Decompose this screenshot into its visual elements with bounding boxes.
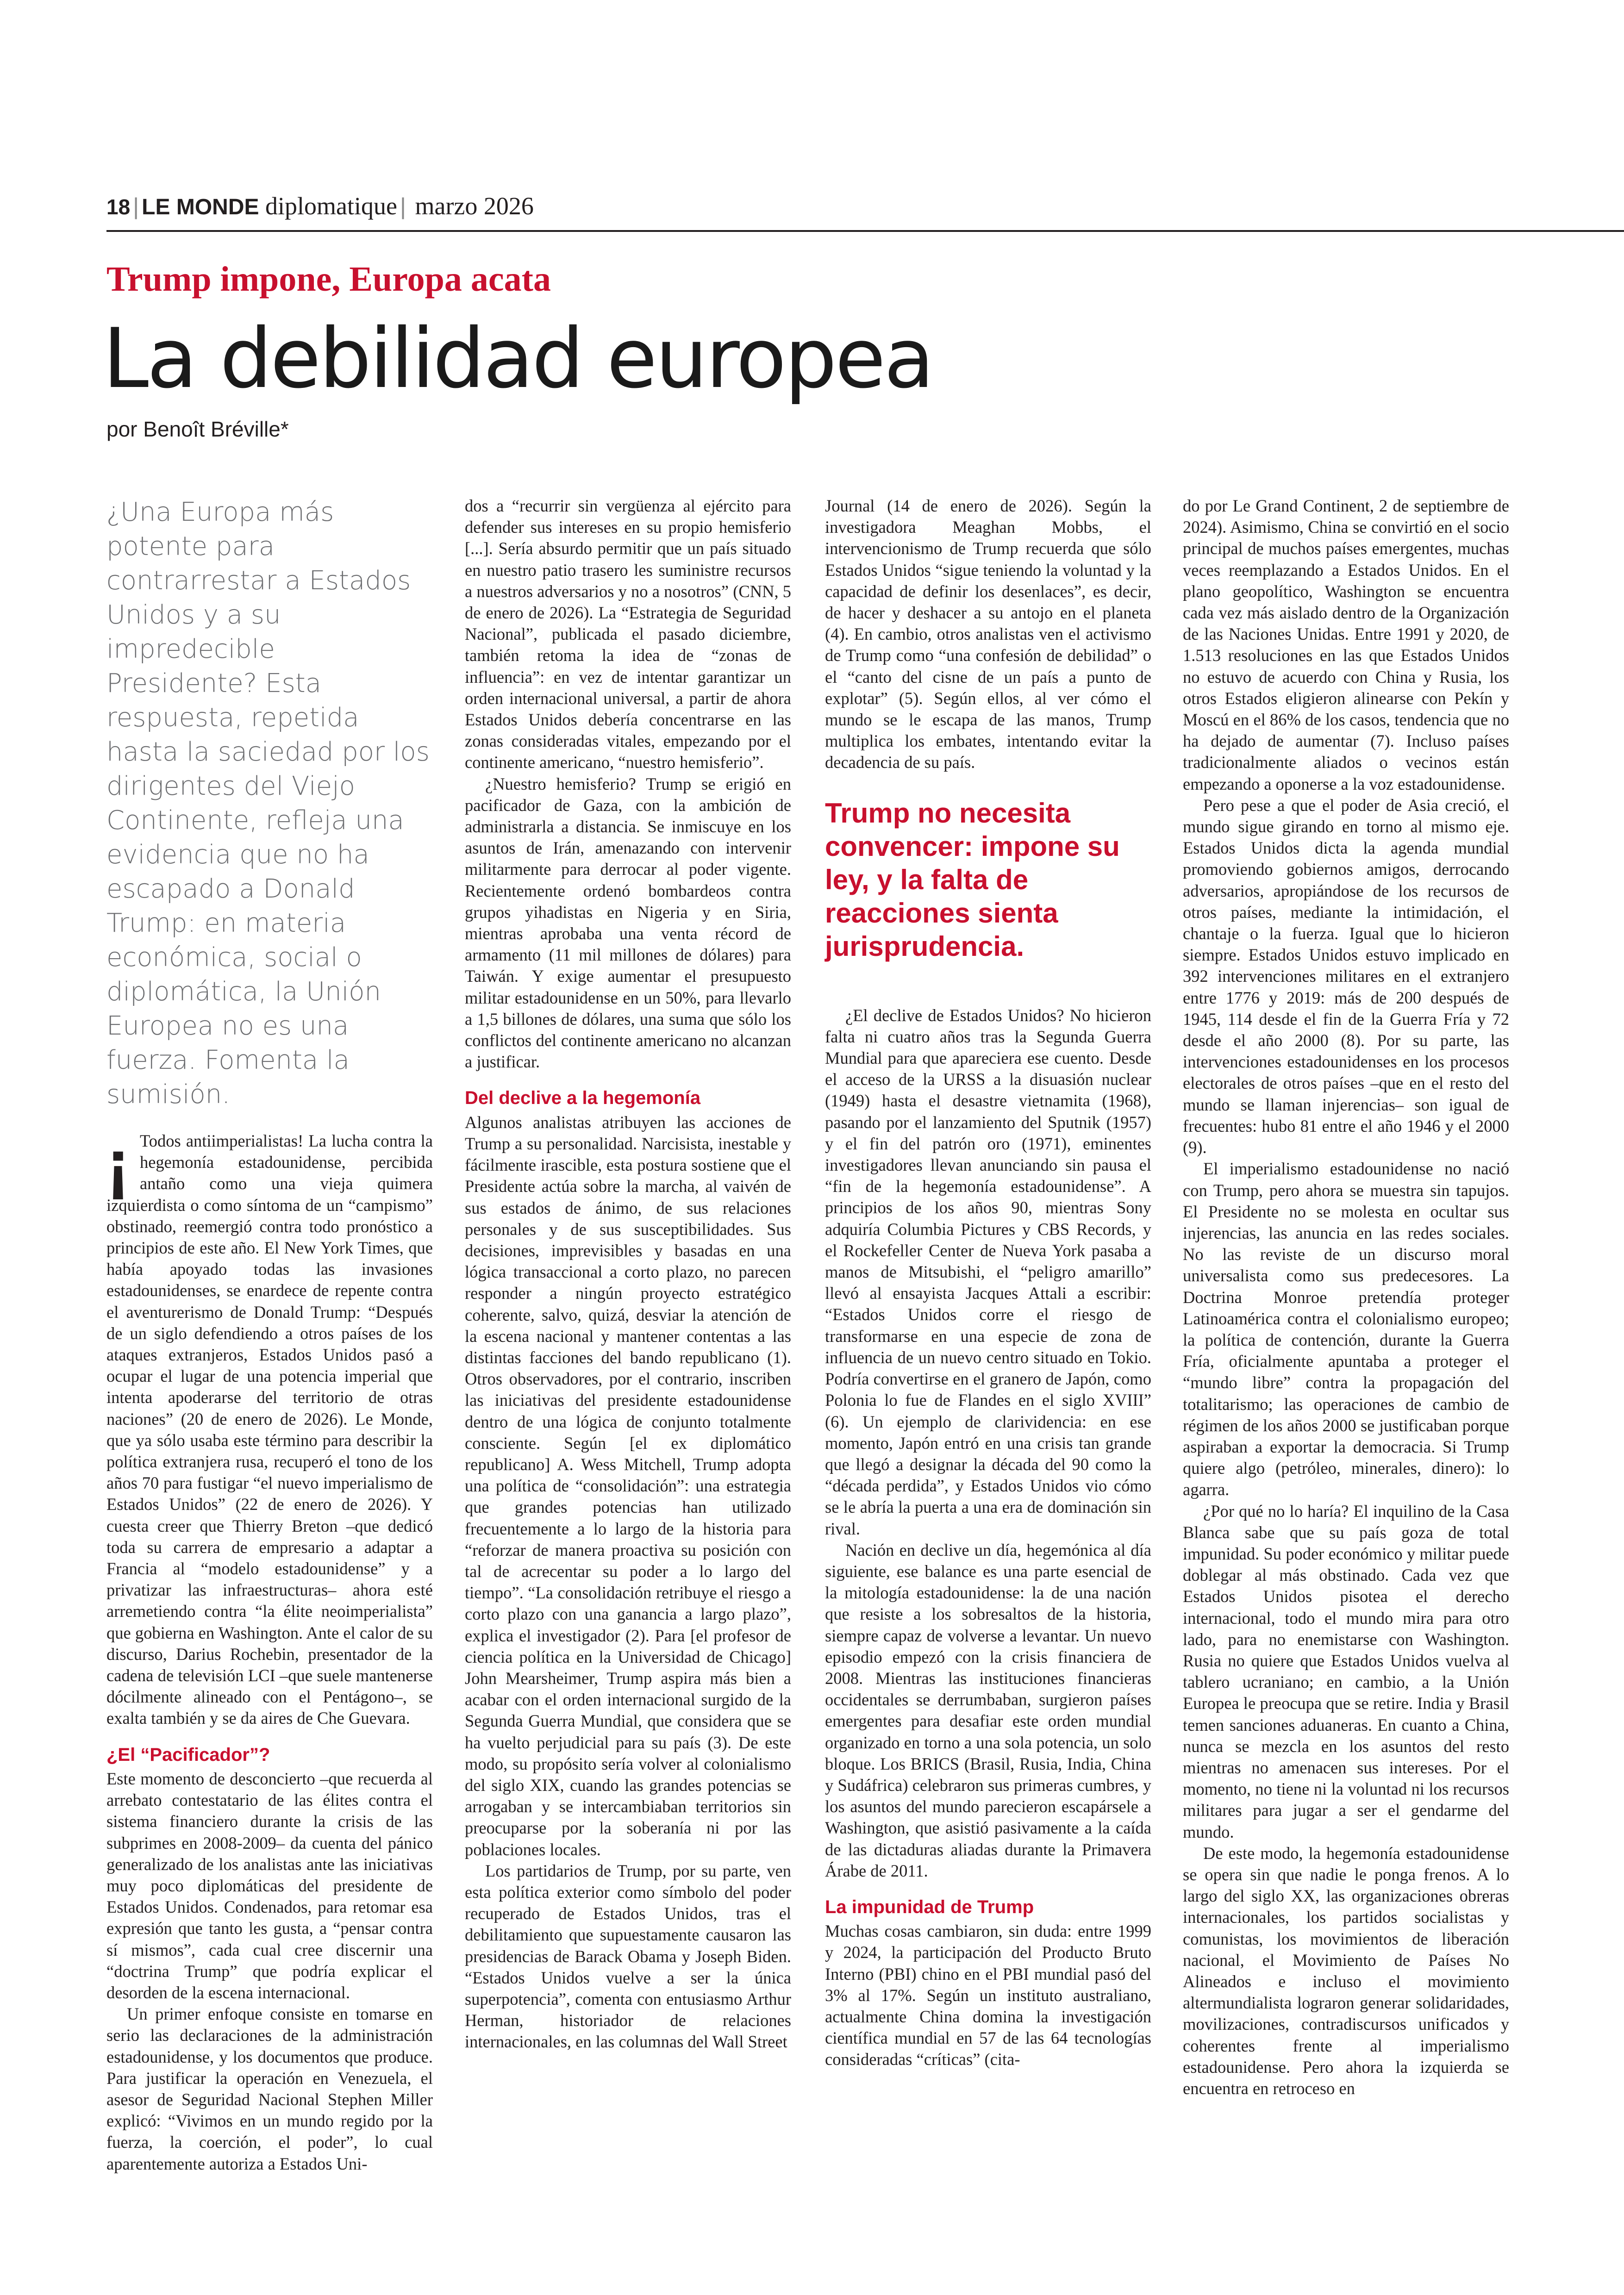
article-byline: por Benoît Bréville* [106, 417, 289, 441]
article-standfirst: ¿Una Europa más potente para contrarrestar a Estados Unidos y a su impredecible Presidente? Esta respuesta, repetida hasta la saciedad por los dirigentes del Viejo Continente, refleja una evidencia que no ha escapado a Donald Trump: en materia económica, social o diplomática, la Unión Europea no es una fuerza. Fomenta la sumisión. [106, 497, 430, 1110]
article-paragraph: ¿Por qué no lo haría? El inquilino de la Casa Blanca sabe que su país goza de total impunidad. Su poder económico y militar puede doblegar al más obstinado. Cada vez que Estados Unidos pisotea el derecho internacional, todo el mundo mira para otro lado, para no enemistarse con Washington. Rusia no quiere que Estados Unidos vuelva al tablero ucraniano; en cambio, a la Unión Europea le preocupa que se retire. India y Brasil temen sanciones aduaneras. En cuanto a China, nunca se mezcla en los asuntos del resto mientras no amenacen sus intereses. Por el momento, no tiene ni la voluntad ni los recursos militares para jugar a ser el gendarme del mundo. [1183, 1501, 1509, 1841]
article-paragraph: Un primer enfoque consiste en tomarse en serio las declaraciones de la administración estadounidense, y los documentos que produce. Para justificar la operación en Venezuela, el asesor de Seguridad Nacional Stephen Miller explicó: “Vivimos en un mundo regido por la fuerza, la coerción, el poder”, lo cual aparentemente autoriza a Estados Uni- [106, 2004, 433, 2173]
header-separator: | [400, 193, 406, 219]
article-headline: La debilidad europea [103, 311, 933, 406]
brand-le-monde: LE MONDE [142, 195, 259, 219]
article-kicker: Trump impone, Europa acata [106, 260, 551, 299]
brand-diplomatique: diplomatique [265, 192, 397, 220]
subheading-declive: Del declive a la hegemonía [465, 1088, 701, 1109]
article-paragraph: Los partidarios de Trump, por su parte, ven esta política exterior como símbolo del poder recuperado de Estados Unidos, tras el debilitamiento que supuestamente causaron las presidencias de Barack Obama y Joseph Biden. “Estados Unidos vuelve a ser la única superpotencia”, comenta con entusiasmo Arthur Herman, historiador de relaciones internacionales, en las columnas del Wall Street [465, 1861, 791, 2052]
article-column-4 [1183, 495, 1509, 2099]
subheading-pacificador: ¿El “Pacificador”? [106, 1744, 270, 1765]
drop-cap: ¡ [106, 1125, 130, 1203]
article-paragraph: Muchas cosas cambiaron, sin duda: entre 1999 y 2024, la participación del Producto Bruto Interno (PBI) chino en el PBI mundial pasó del 3% al 17%. Según un instituto australiano, actualmente China domina la investigación científica mundial en 57 de las 64 tecnologías consideradas “críticas” (cita- [825, 1921, 1151, 2069]
article-paragraph: ¡ Todos antiimperialistas! La lucha contra la hegemonía estadounidense, percibida antaño como una vieja quimera izquierdista o como síntoma de un “campismo” obstinado, reemergió contra todo pronóstico a principios de este año. El New York Times, que había apoyado todas las invasiones estadounidenses, se enardece de repente contra el aventurerismo de Donald Trump: “Después de un siglo defendiendo a otros países de los ataques extranjeros, Estados Unidos pasó a ocupar el lugar de una potencia imperial que intenta apoderarse del territorio de otras naciones” (20 de enero de 2026). Le Monde, que ya sólo usaba este término para describir la política extranjera rusa, recuperó el tono de los años 70 para fustigar “el nuevo imperialismo de Estados Unidos” (22 de enero de 2026). Y cuesta creer que Thierry Breton –que dedicó toda su carrera de empresario a adaptar a Francia al “modelo estadounidense” y a privatizar las infraestructuras– ahora esté arremetiendo contra “la élite neoimperialista” que gobierna en Washington. Ante el calor de su discurso, Darius Rochebin, presentador de la cadena de televisión LCI –que suele mantenerse dócilmente alineado con el Pentágono–, se exalta también y se da aires de Che Guevara. [106, 1125, 433, 1728]
article-paragraph: El imperialismo estadounidense no nació con Trump, pero ahora se muestra sin tapujos. El Presidente no se molesta en ocultar sus injerencias, las anuncia en las redes sociales. No las reviste de un discurso moral universalista como sus predecesores. La Doctrina Monroe pretendía proteger Latinoamérica contra el colonialismo europeo; la política de contención, durante la Guerra Fría, oficialmente apuntaba a proteger el “mundo libre” contra la propagación del totalitarismo; las operaciones de cambio de régimen de los años 2000 se justificaban porque aspiraban a exportar la democracia. Si Trump quiere algo (petróleo, minerales, dinero): lo agarra. [1183, 1159, 1509, 1499]
header-rule [106, 230, 1624, 232]
pull-quote: Trump no necesita convencer: impone su ley, y la falta de reacciones sienta jurisprudencia. [825, 797, 1120, 962]
subheading-impunidad: La impunidad de Trump [825, 1896, 1034, 1917]
article-paragraph: dos a “recurrir sin vergüenza al ejército para defender sus intereses en su propio hemisferio [...]. Sería absurdo permitir que un país situado en nuestro patio trasero les suministre recursos a nuestros adversarios y no a nosotros” (CNN, 5 de enero de 2026). La “Estrategia de Seguridad Nacional”, publicada el pasado diciembre, también retoma la idea de “zonas de influencia”: en vez de intentar garantizar un orden internacional universal, a partir de ahora Estados Unidos debería concentrarse en las zonas consideradas vitales, empezando por el continente americano, “nuestro hemisferio”. [465, 496, 791, 772]
article-paragraph: Algunos analistas atribuyen las acciones de Trump a su personalidad. Narcisista, inestable y fácilmente irascible, esta postura sostiene que el Presidente actúa sobre la marcha, al vaivén de sus estados de ánimo, de sus relaciones personales y de sus susceptibilidades. Sus decisiones, imprevisibles y basadas en una lógica transaccional a corto plazo, no parecen responder a ningún proyecto estratégico coherente, salvo, quizá, desviar la atención de la escena nacional y mantener contentas a las distintas facciones del bando republicano (1). Otros observadores, por el contrario, inscriben las iniciativas del presidente estadounidense dentro de una lógica de conjunto totalmente consciente. Según [el ex diplomático republicano] A. Wess Mitchell, Trump adopta una política de “consolidación”: una estrategia que grandes potencias han utilizado frecuentemente a lo largo de la historia para “reforzar de manera proactiva su posición con tal de acrecentar su poder a lo largo del tiempo”. “La consolidación retribuye el riesgo a corto plazo con una ganancia a largo plazo”, explica el investigador (2). Para [el profesor de ciencia política en la Universidad de Chicago] John Mearsheimer, Trump aspira más bien a acabar con el orden internacional surgido de la Segunda Guerra Mundial, que considera que se ha vuelto perjudicial para su país (3). De este modo, su propósito sería volver al colonialismo del siglo XIX, cuando las grandes potencias se arrogaban y se intercambiaban territorios sin preocuparse por la soberanía ni por las poblaciones locales. [465, 1112, 791, 1859]
article-paragraph: Pero pese a que el poder de Asia creció, el mundo sigue girando en torno al mismo eje. Estados Unidos dicta la agenda mundial promoviendo gobiernos amigos, derrocando adversarios, apropiándose de los recursos de otros países, mediante la intimidación, el chantaje o la fuerza. Igual que lo hicieron siempre. Estados Unidos estuvo implicado en 392 intervenciones militares en el extranjero entre 1776 y 2019: más de 200 después de 1945, 114 desde el fin de la Guerra Fría y 72 desde el año 2000 (8). Por su parte, las intervenciones estadounidenses en los procesos electorales de otros países –que en el resto del mundo se llaman injerencias– son igual de frecuentes: hubo 81 entre el año 1946 y el 2000 (9). [1183, 795, 1509, 1157]
article-paragraph: Nación en declive un día, hegemónica al día siguiente, ese balance es una parte esencial de la mitología estadounidense: la de una nación que resiste a los sobresaltos de la historia, siempre capaz de volverse a levantar. Un nuevo episodio empezó con la crisis financiera de 2008. Mientras las instituciones financieras occidentales se derrumbaban, surgieron países emergentes para desafiar este orden mundial organizado en torno a una sola potencia, un solo bloque. Los BRICS (Brasil, Rusia, India, China y Sudáfrica) celebraron sus primeras cumbres, y los asuntos del mundo parecieron escapársele a Washington, que asistió pasivamente a la caída de las dictaduras aliadas durante la Primavera Árabe de 2011. [825, 1540, 1151, 1880]
header-separator: | [133, 193, 139, 219]
article-column-1 [106, 495, 433, 2175]
page-number: 18 [106, 195, 131, 219]
article-paragraph: Journal (14 de enero de 2026). Según la investigadora Meaghan Mobbs, el intervencionismo de Trump recuerda que sólo Estados Unidos “sigue teniendo la voluntad y la capacidad de definir los desenlaces”, es decir, de hacer y deshacer a su antojo en el planeta (4). En cambio, otros analistas ven el activismo de Trump como “una confesión de debilidad” o el “canto del cisne de un país a punto de explotar” (5). Según ellos, al ver cómo el mundo se le escapa de las manos, Trump multiplica los embates, intentando evitar la decadencia de su país. [825, 496, 1151, 772]
article-paragraph: De este modo, la hegemonía estadounidense se opera sin que nadie le ponga frenos. A lo largo del siglo XX, las organizaciones obreras internacionales, los partidos socialistas y comunistas, los movimientos de liberación nacional, el Movimiento de Países No Alineados e incluso el movimiento altermundialista lograron generar solidaridades, movilizaciones, contradiscursos unificados y coherentes frente al imperialismo estadounidense. Pero ahora la izquierda se encuentra en retroceso en [1183, 1843, 1509, 2098]
article-paragraph: Este momento de desconcierto –que recuerda al arrebato contestatario de las élites contra el sistema financiero durante la crisis de las subprimes en 2008-2009– da cuenta del pánico generalizado de los analistas ante las iniciativas muy poco diplomáticas del presidente de Estados Unidos. Condenados, para retomar esa expresión que tanto les gusta, a “pensar contra sí mismos”, cada cual cree discernir una “doctrina Trump” que podría explicar el desorden de la escena internacional. [106, 1769, 433, 2002]
issue-date: marzo 2026 [415, 192, 534, 220]
article-paragraph: do por Le Grand Continent, 2 de septiembre de 2024). Asimismo, China se convirtió en el socio principal de muchos países emergentes, muchas veces reemplazando a Estados Unidos. En el plano geopolítico, Washington se encuentra cada vez más aislado dentro de la Organización de las Naciones Unidas. Entre 1991 y 2020, de 1.513 resoluciones en las que Estados Unidos no estuvo de acuerdo con China y Rusia, los otros Estados eligieron alinearse con Pekín y Moscú en el 86% de los casos, tendencia que no ha dejado de aumentar (7). Incluso países tradicionalmente aliados o vecinos están empezando a oponerse a la voz estadounidense. [1183, 496, 1509, 793]
article-paragraph: ¿Nuestro hemisferio? Trump se erigió en pacificador de Gaza, con la ambición de administrarla a distancia. Se inmiscuye en los asuntos de Irán, amenazando con intervenir militarmente para derrocar al poder vigente. Recientemente ordenó bombardeos contra grupos yihadistas en Nigeria y en Siria, mientras aprobaba una venta récord de armamento (11 mil millones de dólares) para Taiwán. Y exige aumentar el presupuesto militar estadounidense en un 50%, para llevarlo a 1,5 billones de dólares, una suma que sólo los conflictos del continente americano no alcanzan a justificar. [465, 774, 791, 1072]
article-paragraph: ¿El declive de Estados Unidos? No hicieron falta ni cuatro años tras la Segunda Guerra Mundial para que apareciera ese cuento. Desde el acceso de la URSS a la disuasión nuclear (1949) hasta el desastre vietnamita (1968), pasando por el lanzamiento del Sputnik (1957) y el fin del patrón oro (1971), eminentes investigadores llevan anunciando sin pausa el “fin de la hegemonía estadounidense”. A principios de los años 90, mientras Sony adquiría Columbia Pictures y CBS Records, y el Rockefeller Center de Nueva York pasaba a manos de Mitsubishi, el “peligro amarillo” llevó al ensayista Jacques Attali a escribir: “Estados Unidos corre el riesgo de transformarse en una especie de zona de influencia de un nuevo centro situado en Tokio. Podría convertirse en el granero de Japón, como Polonia lo fue de Flandes en el siglo XVIII” (6). Un ejemplo de clarividencia: en ese momento, Japón entró en una crisis tan grande que llegó a designar la década del 90 como la “década perdida”, y Estados Unidos vio cómo se le abría la puerta a una era de dominación sin rival. [825, 1005, 1151, 1538]
article-column-2 [465, 495, 791, 2053]
page-header [106, 187, 534, 225]
article-column-3 [825, 495, 1151, 2070]
